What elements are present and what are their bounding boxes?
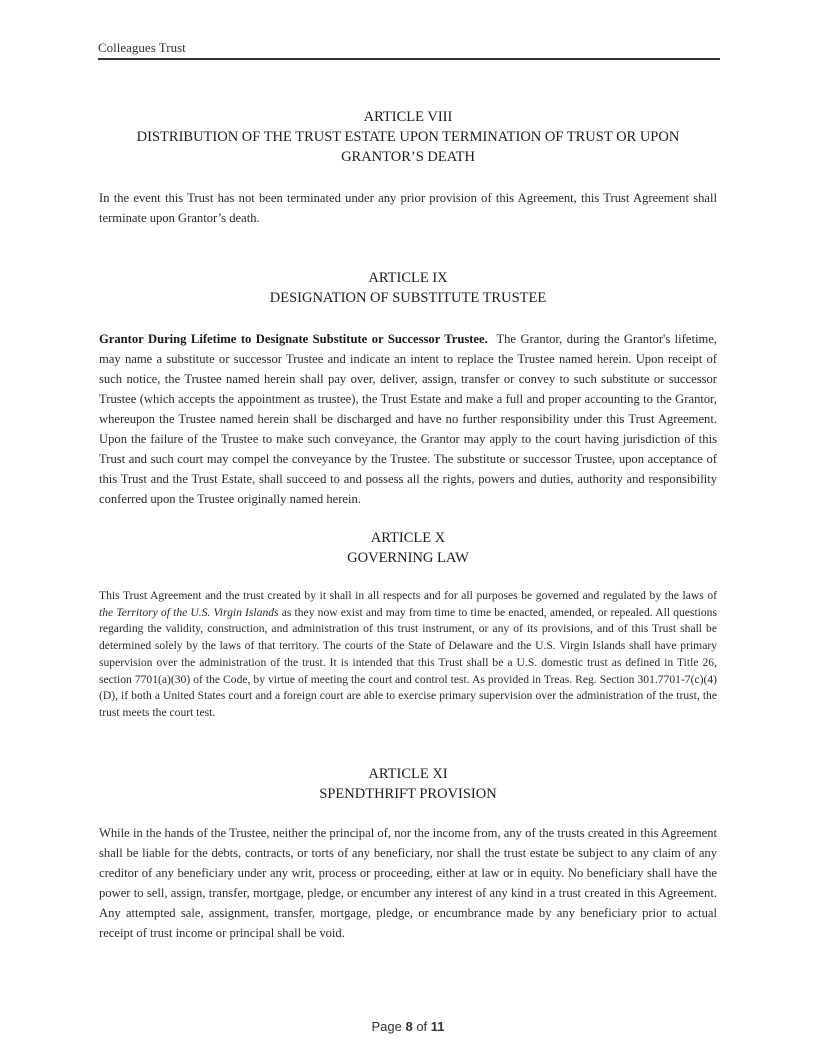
article-ix (99, 268, 717, 509)
article-viii-heading: ARTICLE VIII (363, 109, 453, 125)
article-x-heading: ARTICLE X (370, 530, 446, 546)
page-content (99, 107, 717, 943)
article-x-text-2: as they now exist and may from time to time be enacted, amended, or repealed. All questions regarding the validity, construction, and administration of this trust instrument, or any of its provisions, and of this Trust shall be determined solely by the laws of that territory. The courts of the State of Delaware and the U.S. Virgin Islands shall have primary supervision over the administration of the trust. It is intended that this Trust shall be a U.S. domestic trust as defined in Title 26, section 7701(a)(30) of the Code, by virtue of meeting the court and control test. As provided in Treas. Reg. Section 301.7701-7(c)(4)(D), if both a United States court and a foreign court are able to exercise primary supervision over the administration of the trust, the trust meets the court test. (99, 605, 717, 719)
of-label: of (416, 1019, 428, 1034)
article-ix-lead: Grantor During Lifetime to Designate Substitute or Successor Trustee. (99, 332, 488, 346)
article-x-text-1: This Trust Agreement and the trust created by it shall in all respects and for all purposes be governed and regulated by the laws of (99, 589, 717, 602)
article-viii-body: In the event this Trust has not been terminated under any prior provision of this Agreement, this Trust Agreement shall terminate upon Grantor’s death. (99, 191, 717, 225)
article-ix-body (99, 329, 717, 509)
article-ix-text: The Grantor, during the Grantor's lifetime, may name a substitute or successor Trustee and indicate an intent to replace the Trustee named herein. Upon receipt of such notice, the Trustee named herein shall pay over, deliver, assign, transfer or convey to such substitute or successor Trustee (which accepts the appointment as trustee), the Trust Estate and make a full and proper accounting to the Grantor, whereupon the Trustee named herein shall be discharged and have no further responsibility under this Trust Agreement. Upon the failure of the Trustee to make such conveyance, the Grantor may apply to the court having jurisdiction of this Trust and such court may compel the conveyance by the Trustee. The substitute or successor Trustee, upon acceptance of this Trust and the Trust Estate, shall succeed to and possess all the rights, powers and duties, authority and responsibility conferred upon the Trustee originally named herein. (99, 332, 717, 506)
article-xi-body: While in the hands of the Trustee, neither the principal of, nor the income from, any of the trusts created in this Agreement shall be liable for the debts, contracts, or torts of any beneficiary, nor shall the trust estate be subject to any claim of any creditor of any beneficiary under any writ, process or proceeding, either at law or in equity. No beneficiary shall have the power to sell, assign, transfer, mortgage, pledge, or encumber any interest of any kind in a trust created in this Agreement. Any attempted sale, assignment, transfer, mortgage, pledge, or encumbrance made by any beneficiary prior to actual receipt of trust income or principal shall be void. (99, 825, 717, 940)
article-viii-title-line1: DISTRIBUTION OF THE TRUST ESTATE UPON TERMINATION OF TRUST OR UPON (136, 129, 680, 145)
header-rule (98, 58, 720, 60)
article-x-territory: the Territory of the U.S. Virgin Islands (99, 605, 279, 619)
article-x (99, 528, 717, 722)
total-pages: 11 (430, 1019, 445, 1034)
article-x-body (99, 588, 717, 722)
article-xi (99, 764, 717, 943)
article-ix-title: DESIGNATION OF SUBSTITUTE TRUSTEE (269, 290, 547, 306)
page-footer (0, 1019, 816, 1034)
article-xi-heading: ARTICLE XI (368, 765, 448, 782)
page-number: 8 (405, 1019, 413, 1034)
article-ix-heading: ARTICLE IX (368, 270, 448, 286)
article-xi-title: SPENDTHRIFT PROVISION (319, 785, 497, 802)
article-viii-title-line2: GRANTOR’S DEATH (341, 149, 475, 165)
page-label: Page (371, 1019, 402, 1034)
article-viii (99, 107, 717, 228)
document-header: Colleagues Trust (98, 40, 186, 55)
article-x-title: GOVERNING LAW (347, 550, 469, 566)
